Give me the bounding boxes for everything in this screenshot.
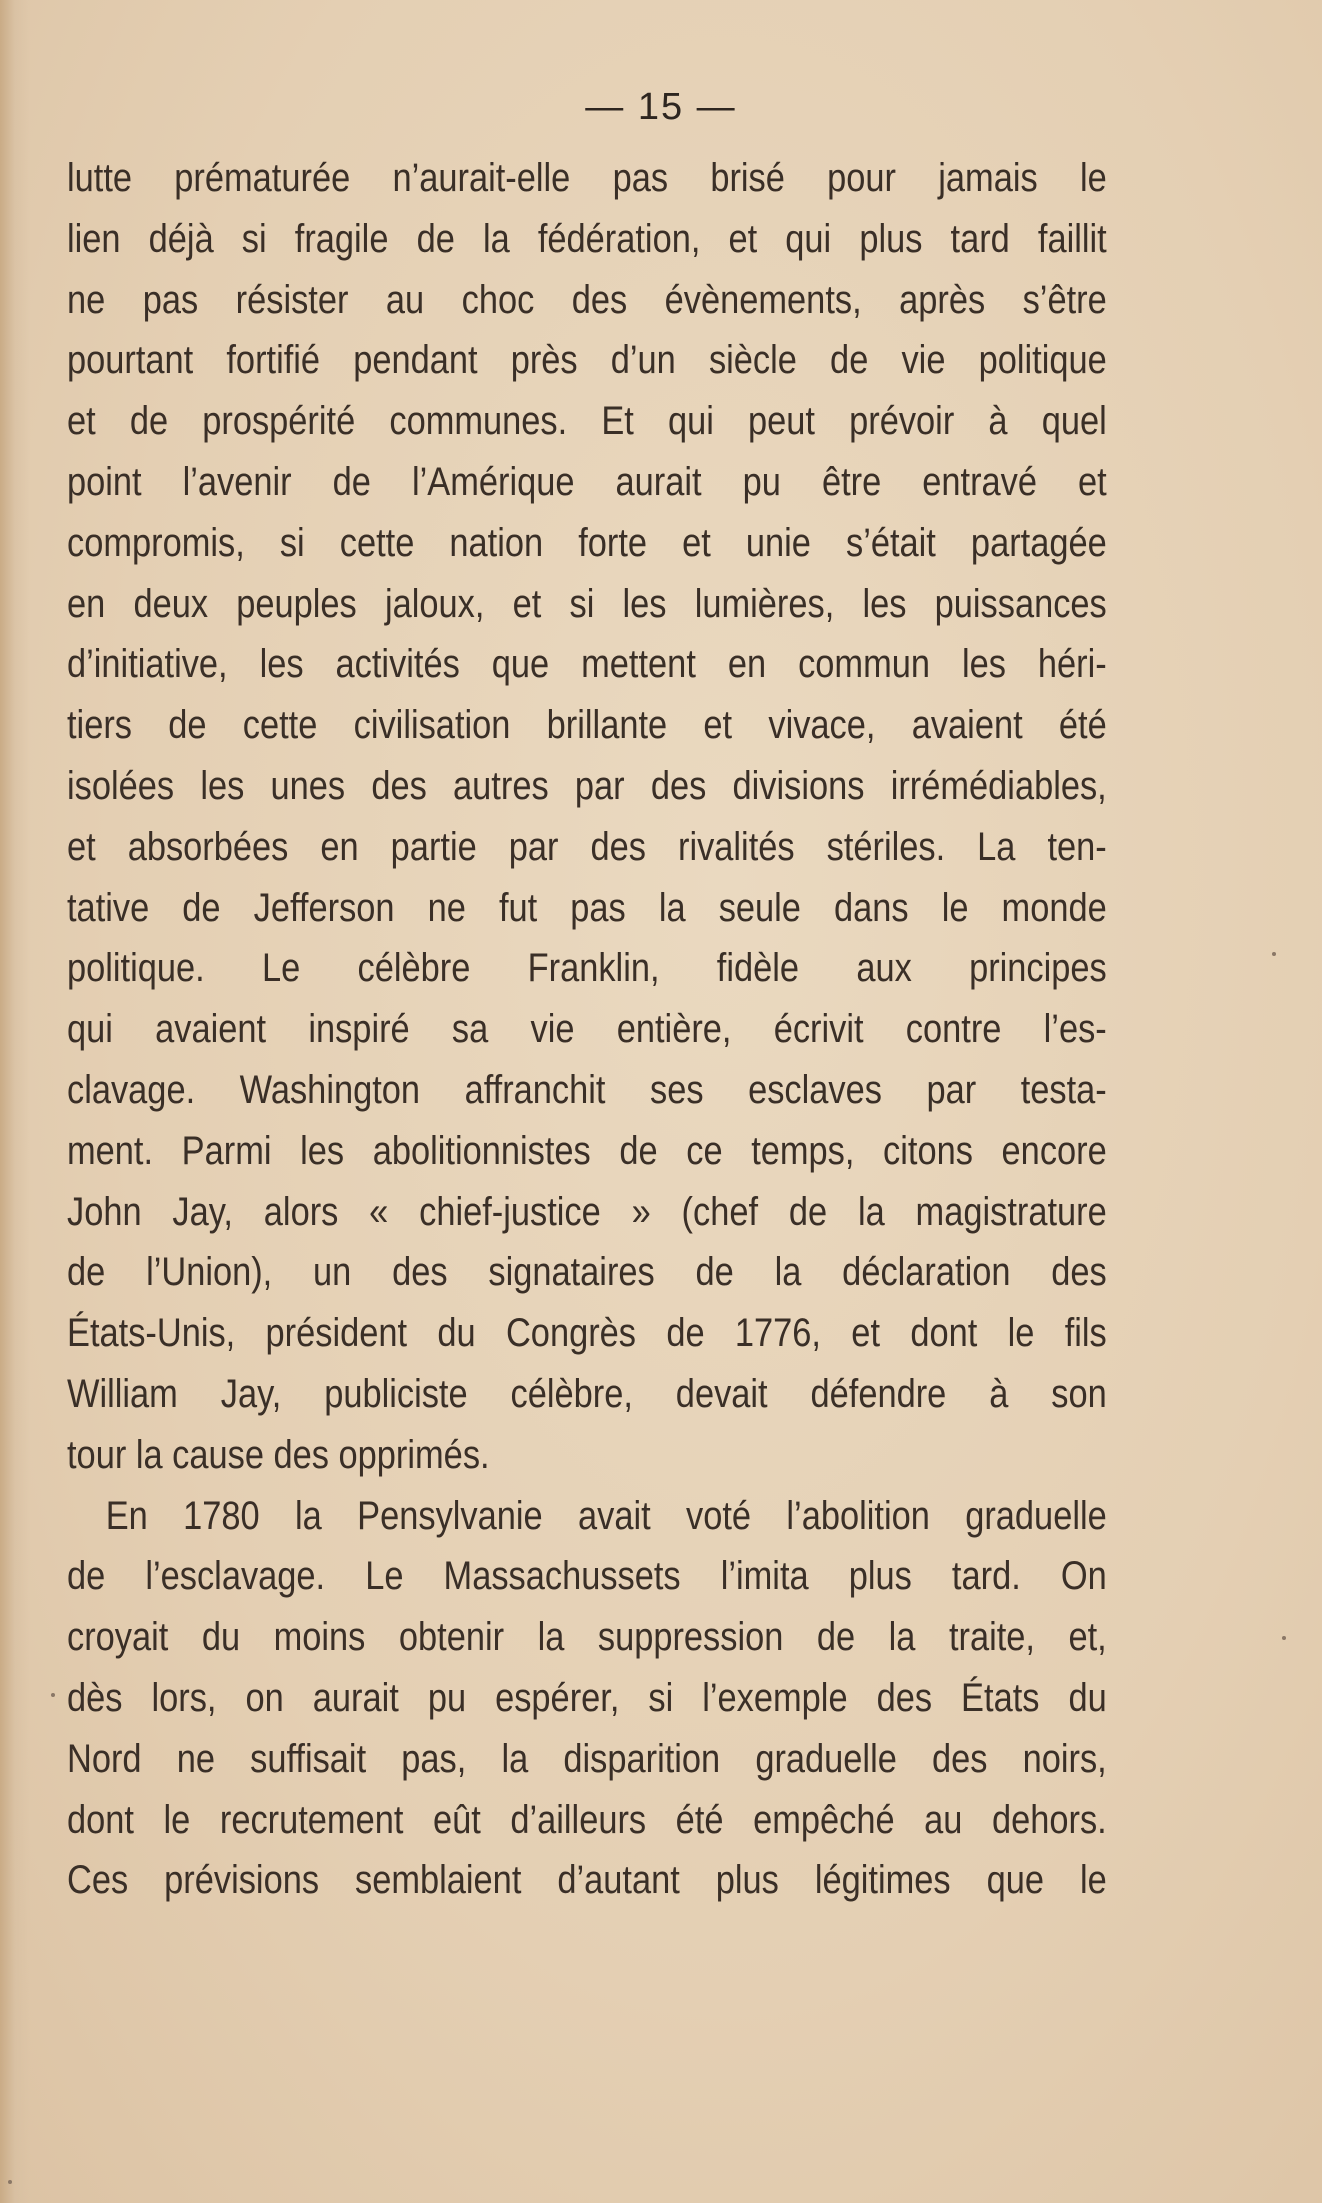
text-line: lien déjà si fragile de la fédération, et qui plus tard faillit — [67, 216, 1107, 261]
text-line: clavage. Washington affranchit ses esclaves par testa- — [67, 1067, 1107, 1112]
text-line: dont le recrutement eût d’ailleurs été empêché au dehors. — [67, 1797, 1107, 1842]
text-line: politique. Le célèbre Franklin, fidèle aux principes — [67, 946, 1107, 991]
text-line: de l’esclavage. Le Massachussets l’imita plus tard. On — [67, 1554, 1107, 1599]
text-line: d’initiative, les activités que mettent en commun les héri- — [67, 642, 1107, 687]
text-line: compromis, si cette nation forte et unie s’était partagée — [67, 520, 1107, 565]
text-line: qui avaient inspiré sa vie entière, écrivit contre l’es- — [67, 1007, 1107, 1052]
binding-shadow — [0, 0, 30, 2203]
text-line: Nord ne suffisait pas, la disparition graduelle des noirs, — [67, 1736, 1107, 1781]
text-line: William Jay, publiciste célèbre, devait défendre à son — [67, 1371, 1107, 1416]
text-line: En 1780 la Pensylvanie avait voté l’abolition graduelle — [105, 1493, 1107, 1538]
text-line: Ces prévisions semblaient d’autant plus légitimes que le — [67, 1858, 1107, 1903]
text-line: John Jay, alors « chief-justice » (chef de la magistrature — [67, 1189, 1107, 1234]
text-line: États-Unis, président du Congrès de 1776, et dont le fils — [67, 1311, 1107, 1356]
text-line: de l’Union), un des signataires de la déclaration des — [67, 1250, 1107, 1295]
paper-speck — [51, 1693, 55, 1697]
text-line: pourtant fortifié pendant près d’un siècle de vie politique — [67, 338, 1107, 383]
paper-speck — [8, 2180, 12, 2184]
text-line: ment. Parmi les abolitionnistes de ce temps, citons encore — [67, 1128, 1107, 1173]
text-line: ne pas résister au choc des évènements, après s’être — [67, 277, 1107, 322]
body-text — [67, 148, 1107, 1911]
paper-speck — [1282, 1636, 1286, 1640]
text-line: en deux peuples jaloux, et si les lumières, les puissances — [67, 581, 1107, 626]
text-line: dès lors, on aurait pu espérer, si l’exemple des États du — [67, 1675, 1107, 1720]
text-line: point l’avenir de l’Amérique aurait pu être entravé et — [67, 459, 1107, 504]
text-line: tative de Jefferson ne fut pas la seule dans le monde — [67, 885, 1107, 930]
text-line: isolées les unes des autres par des divisions irrémédiables, — [67, 763, 1107, 808]
text-line: croyait du moins obtenir la suppression de la traite, et, — [67, 1615, 1107, 1660]
text-line: tour la cause des opprimés. — [67, 1432, 490, 1477]
text-line: et de prospérité communes. Et qui peut prévoir à quel — [67, 399, 1107, 444]
text-line: lutte prématurée n’aurait-elle pas brisé pour jamais le — [67, 156, 1107, 200]
text-line: tiers de cette civilisation brillante et vivace, avaient été — [67, 703, 1107, 748]
page-number: — 15 — — [585, 86, 737, 128]
paper-speck — [1272, 952, 1276, 956]
text-line: et absorbées en partie par des rivalités stériles. La ten- — [67, 824, 1107, 869]
